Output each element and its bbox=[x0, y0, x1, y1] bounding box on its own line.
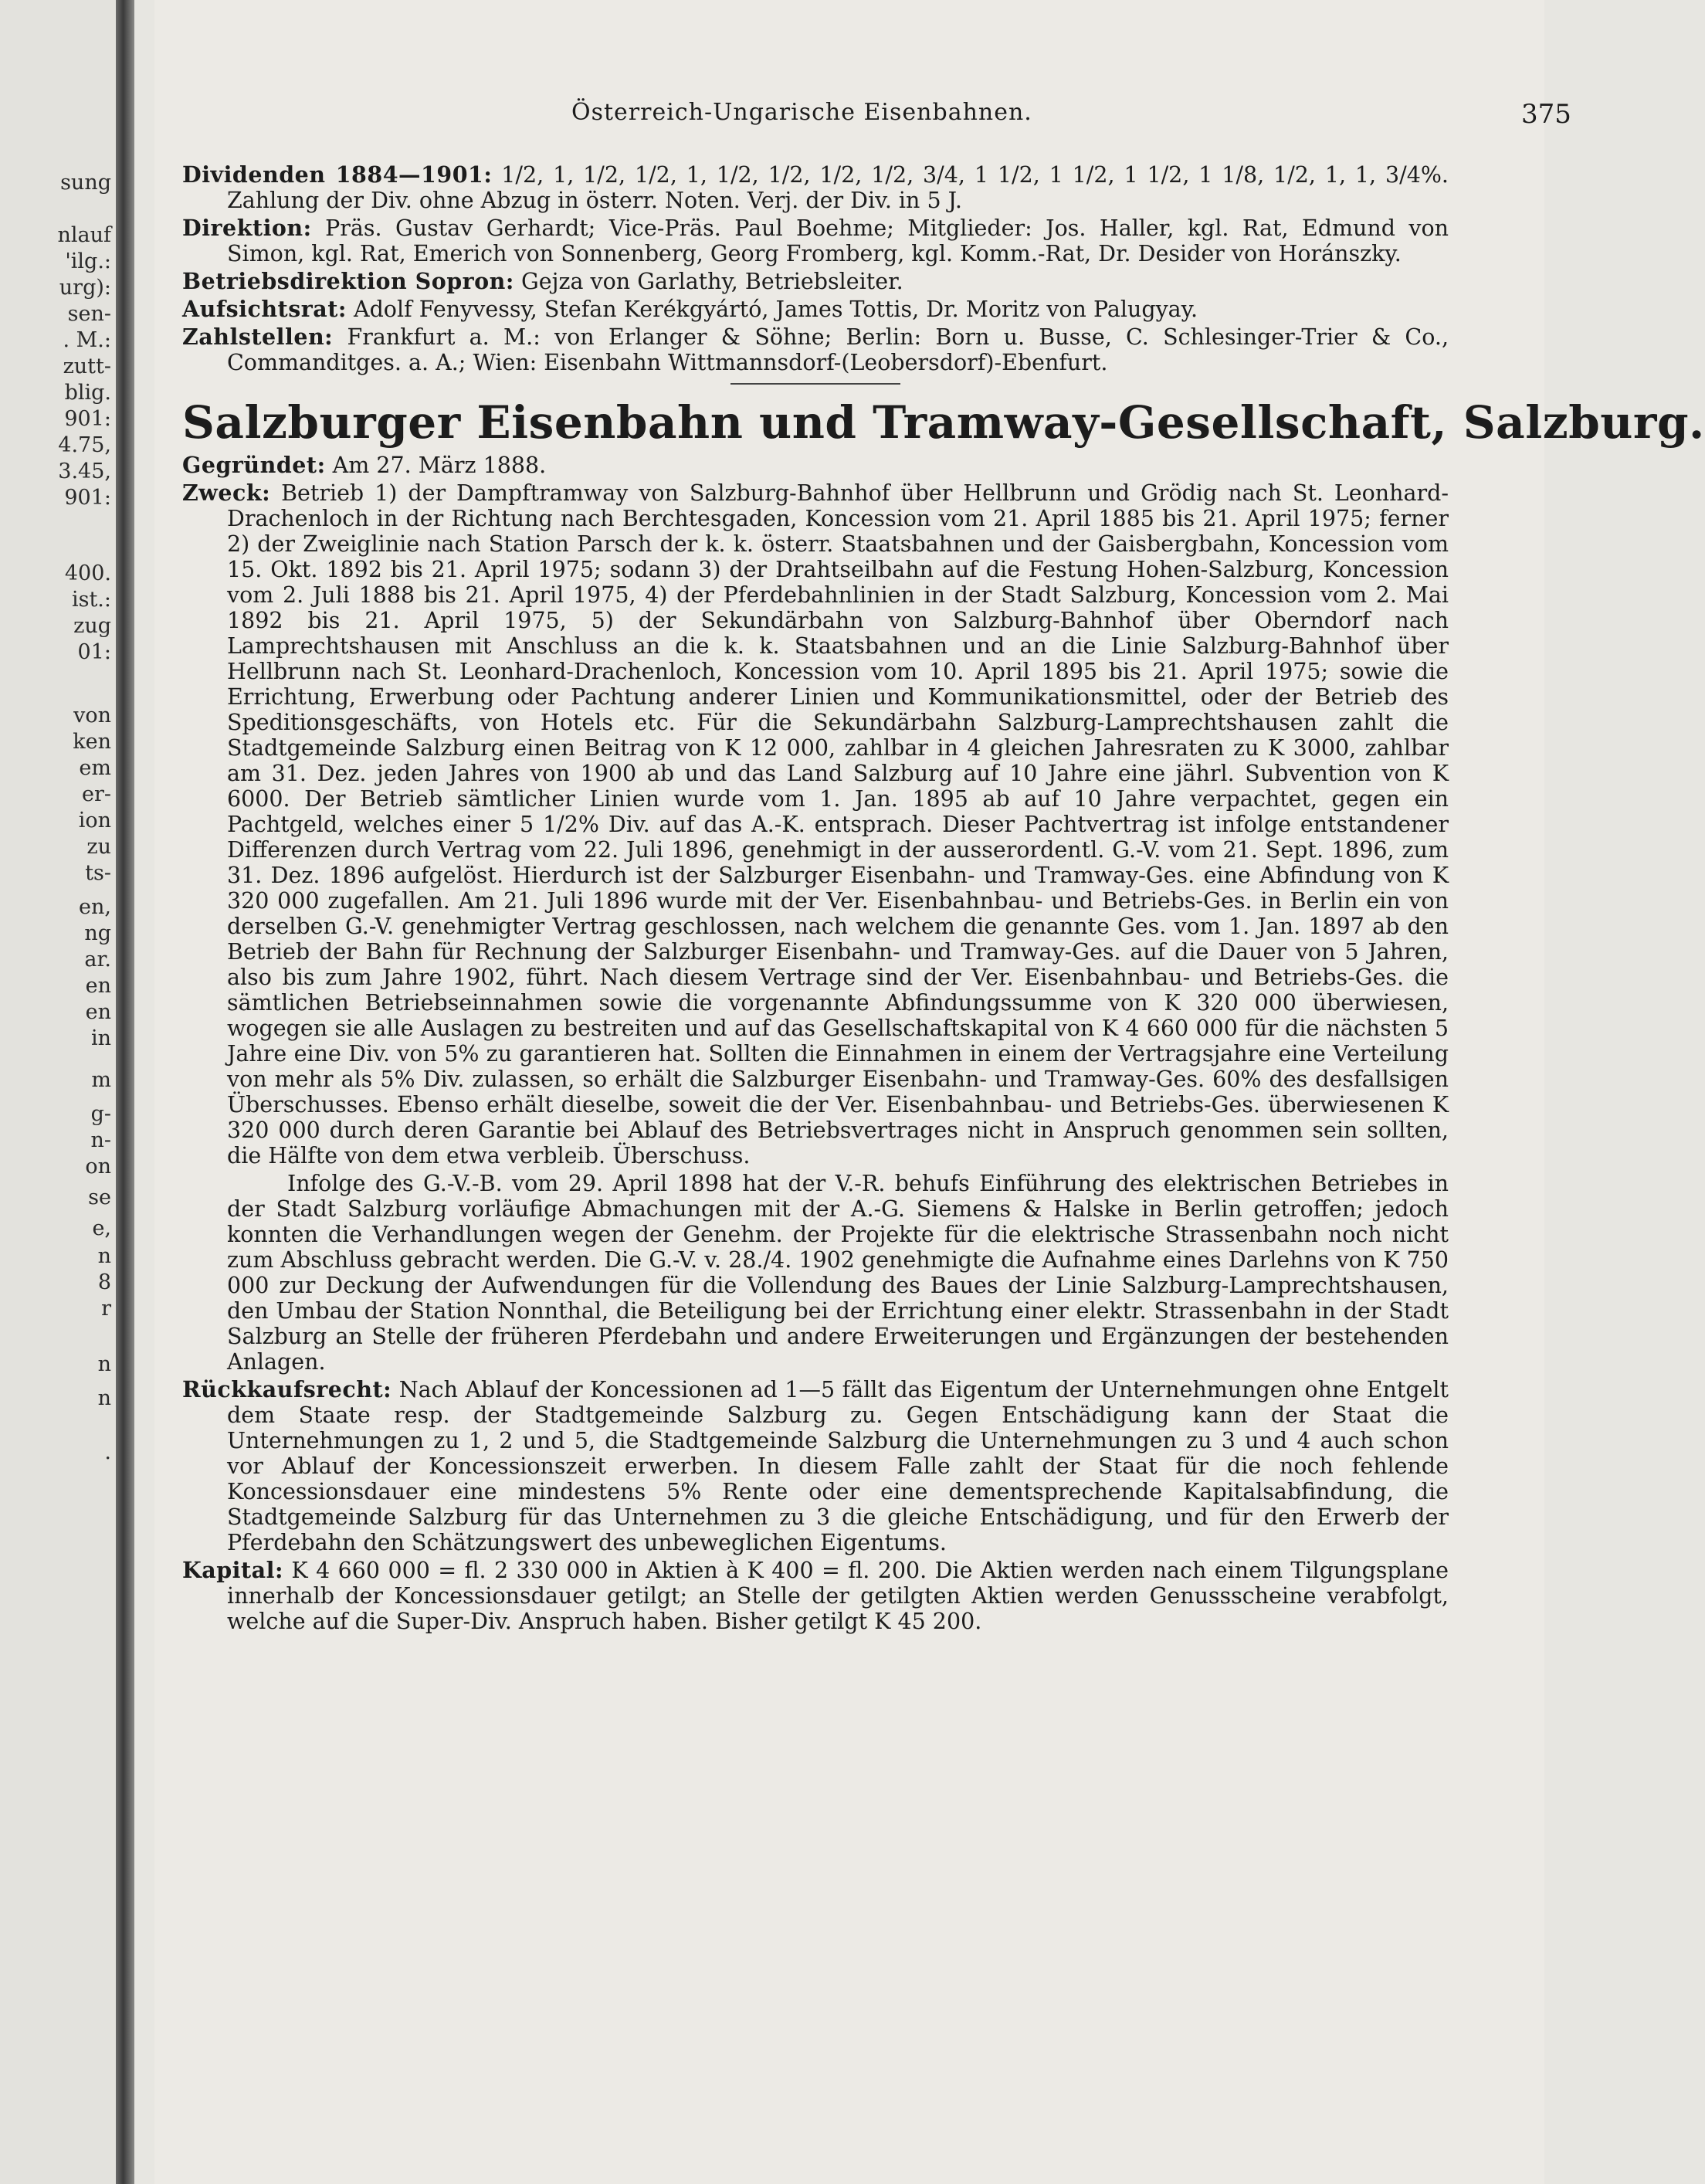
zweck-text: Betrieb 1) der Dampftramway von Salzburg-Bahnhof über Hellbrunn und Grödig nach St. Leonhard-Drachenloch in der Richtung nach Berchtesgaden, Koncession vom 21. April 1885 bis 21. April 1975; ferner 2) der Zweiglinie nach Station Parsch der k. k. österr. Staatsbahnen und der Gaisbergbahn, Koncession vom 15. Okt. 1892 bis 21. April 1975; sodann 3) der Drahtseilbahn auf die Festung Hohen-Salzburg, Koncession vom 2. Juli 1888 bis 21. April 1975, 4) der Pferdebahnlinien in der Stadt Salzburg, Koncession vom 2. Mai 1892 bis 21. April 1975, 5) der Sekundärbahn von Salzburg-Bahnhof über Oberndorf nach Lamprechtshausen mit Anschluss an die k. k. Staatsbahnen und an die Linie Salzburg-Bahnhof über Hellbrunn nach St. Leonhard-Drachenloch, Koncession vom 10. April 1895 bis 21. April 1975; sowie die Errichtung, Erwerbung oder Pachtung anderer Linien und Kommunikationsmittel, oder der Betrieb des Speditionsgeschäfts, von Hotels etc. Für die Sekundärbahn Salzburg-Lamprechtshausen zahlt die Stadtgemeinde Salzburg einen Beitrag von K 12 000, zahlbar in 4 gleichen Jahresraten zu K 3000, zahlbar am 31. Dez. jeden Jahres von 1900 ab und das Land Salzburg auf 10 Jahre eine jährl. Subvention von K 6000. Der Betrieb sämtlicher Linien wurde vom 1. Jan. 1895 ab auf 10 Jahre verpachtet, gegen ein Pachtgeld, welches einer 5 1/2% Div. auf das A.-K. entsprach. Dieser Pachtvertrag ist infolge entstandener Differenzen durch Vertrag vom 22. Juli 1896, genehmigt in der ausserordentl. G.-V. vom 21. Sept. 1896, zum 31. Dez. 1896 aufgelöst. Hierdurch ist der Salzburger Eisenbahn- und Tramway-Ges. eine Abfindung von K 320 000 zugefallen. Am 21. Juli 1896 wurde mit der Ver. Eisenbahnbau- und Betriebs-Ges. in Berlin ein von derselben G.-V. genehmigter Vertrag geschlossen, nach welchem die genannte Ges. vom 1. Jan. 1897 ab den Betrieb der Bahn für Rechnung der Salzburger Eisenbahn- und Tramway-Ges. auf die Dauer von 5 Jahren, also bis zum Jahre 1902, führt. Nach diesem Vertrage sind der Ver. Eisenbahnbau- und Betriebs-Ges. die sämtlichen Betriebseinnahmen sowie die vorgenannte Abfindungssumme von K 320 000 überwiesen, wogegen sie alle Auslagen zu bestreiten und auf das Gesellschaftskapital von K 4 660 000 für die nächsten 5 Jahre eine Div. von 5% zu garantieren hat. Sollten die Einnahmen in einem der Vertragsjahre eine Verteilung von mehr als 5% Div. zulassen, so erhält die Salzburger Eisenbahn- und Tramway-Ges. 60% des desfallsigen Überschusses. Ebenso erhält dieselbe, soweit die der Ver. Eisenbahnbau- und Betriebs-Ges. überwiesenen K 320 000 durch deren Garantie bei Ablauf des Betriebsvertrages nicht in Anspruch genommen sein sollten, die Hälfte von dem etwa verbleib. Überschuss. bbox=[227, 480, 1449, 1168]
entry-title: Salzburger Eisenbahn und Tramway-Gesellschaft, Salzburg. bbox=[182, 396, 1705, 449]
kapital-text: K 4 660 000 = fl. 2 330 000 in Aktien à K 400 = fl. 200. Die Aktien werden nach einem Tilgungsplane innerhalb der Koncessionsdauer getilgt; an Stelle der getilgten Aktien werden Genussscheine verabfolgt, welche auf die Super-Div. Anspruch haben. Bisher getilgt K 45 200. bbox=[227, 1558, 1449, 1634]
left-fragment: urg): bbox=[59, 276, 111, 300]
direktion-label: Direktion: bbox=[182, 215, 312, 241]
section-separator bbox=[730, 383, 900, 385]
left-fragment: nlauf bbox=[57, 223, 111, 247]
zahlstellen-label: Zahlstellen: bbox=[182, 324, 334, 350]
direktion-text: Präs. Gustav Gerhardt; Vice-Präs. Paul Boehme; Mitglieder: Jos. Haller, kgl. Rat, Edmund von Simon, kgl. Rat, Emerich von Sonnenberg, Georg Fromberg, kgl. Komm.-Rat, Dr. Desider von Horánszky. bbox=[227, 215, 1449, 266]
kapital-paragraph bbox=[182, 1558, 1449, 1634]
left-fragment: en, bbox=[79, 895, 111, 919]
left-fragment: n- bbox=[90, 1128, 111, 1152]
kapital-label: Kapital: bbox=[182, 1557, 283, 1583]
aufsichtsrat-label: Aufsichtsrat: bbox=[182, 296, 347, 322]
left-fragment: 901: bbox=[64, 407, 111, 431]
zahlstellen-paragraph bbox=[182, 324, 1449, 375]
left-fragment: zu bbox=[86, 835, 111, 859]
left-fragment: blig. bbox=[64, 381, 111, 405]
left-fragment: . M.: bbox=[63, 328, 111, 352]
rueckkaufsrecht-paragraph bbox=[182, 1377, 1449, 1555]
left-fragment: 4.75, bbox=[58, 433, 111, 457]
left-fragment: ng bbox=[84, 921, 111, 945]
left-fragment: 'ilg.: bbox=[65, 249, 111, 273]
left-fragment: ist.: bbox=[71, 588, 111, 612]
left-fragment: g- bbox=[90, 1102, 111, 1126]
zahlstellen-text: Frankfurt a. M.: von Erlanger & Söhne; Berlin: Born u. Busse, C. Schlesinger-Trier & Co., Commanditges. a. A.; Wien: Eisenbahn Wittmannsdorf-(Leobersdorf)-Ebenfurt. bbox=[227, 324, 1449, 375]
betriebsdirektion-paragraph bbox=[182, 269, 1449, 294]
zweck-paragraph bbox=[182, 480, 1449, 1168]
left-fragment: 01: bbox=[77, 640, 111, 664]
left-fragment: in bbox=[90, 1026, 111, 1050]
betriebsdirektion-text: Gejza von Garlathy, Betriebsleiter. bbox=[520, 269, 903, 294]
left-fragment: 901: bbox=[64, 486, 111, 510]
book-gutter bbox=[116, 0, 134, 2184]
dividenden-text: 1/2, 1, 1/2, 1/2, 1, 1/2, 1/2, 1/2, 1/2, 3/4, 1 1/2, 1 1/2, 1 1/2, 1 1/8, 1/2, 1, 1, 3/4%. Zahlung der Div. ohne Abzug in österr. Noten. Verj. der Div. in 5 J. bbox=[227, 162, 1449, 213]
left-fragment: ken bbox=[73, 730, 111, 754]
aufsichtsrat-paragraph bbox=[182, 297, 1449, 322]
left-fragment: n bbox=[97, 1244, 111, 1268]
left-fragment: en bbox=[85, 1000, 111, 1024]
gegruendet-text: Am 27. März 1888. bbox=[332, 453, 547, 478]
left-fragment: zutt- bbox=[63, 354, 111, 378]
gegruendet-paragraph bbox=[182, 453, 1449, 478]
book-page bbox=[154, 0, 1705, 2184]
left-fragment: ion bbox=[78, 809, 111, 833]
left-fragment: er- bbox=[81, 782, 111, 806]
left-fragment: r bbox=[101, 1297, 111, 1321]
left-fragment: 3.45, bbox=[58, 460, 111, 483]
zweck-label: Zweck: bbox=[182, 480, 271, 506]
running-title: Österreich-Ungarische Eisenbahnen. bbox=[571, 99, 1032, 126]
left-fragment: em bbox=[79, 756, 111, 780]
left-fragment: von bbox=[73, 704, 111, 727]
left-fragment: ts- bbox=[85, 861, 111, 885]
left-fragment: 8 bbox=[97, 1270, 111, 1294]
left-fragment: on bbox=[85, 1155, 111, 1178]
left-fragment: sen- bbox=[67, 302, 111, 326]
previous-page-edge bbox=[0, 0, 116, 2184]
left-fragment: zug bbox=[73, 614, 111, 638]
page-content bbox=[182, 161, 1705, 1636]
aufsichtsrat-text: Adolf Fenyvessy, Stefan Kerékgyártó, James Tottis, Dr. Moritz von Palugyay. bbox=[353, 297, 1198, 322]
left-fragment: n bbox=[97, 1386, 111, 1410]
direktion-paragraph bbox=[182, 215, 1449, 266]
page-number: 375 bbox=[1521, 99, 1571, 130]
dividenden-label: Dividenden 1884—1901: bbox=[182, 161, 493, 188]
left-fragment: 400. bbox=[64, 561, 111, 585]
zweck-continuation: Infolge des G.-V.-B. vom 29. April 1898 hat der V.-R. behufs Einführung des elektrischen Betriebes in der Stadt Salzburg vorläufige Abmachungen mit der A.-G. Siemens & Halske in Berlin getroffen; jedoch konnten die Verhandlungen wegen der Genehm. der Projekte für die elektrische Strassenbahn noch nicht zum Abschluss gebracht werden. Die G.-V. v. 28./4. 1902 genehmigte die Aufnahme eines Darlehns von K 750 000 zur Deckung der Aufwendungen für die Vollendung des Baues der Linie Salzburg-Lamprechtshausen, den Umbau der Station Nonnthal, die Beteiligung bei der Errichtung einer elektr. Strassenbahn in der Stadt Salzburg an Stelle der früheren Pferdebahn und andere Erweiterungen und Ergänzungen der bestehenden Anlagen. bbox=[227, 1171, 1449, 1375]
left-fragment: e, bbox=[92, 1216, 111, 1240]
gegruendet-label: Gegründet: bbox=[182, 452, 326, 478]
left-fragment: n bbox=[97, 1352, 111, 1376]
rueckkaufsrecht-label: Rückkaufsrecht: bbox=[182, 1376, 392, 1402]
left-fragment: m bbox=[91, 1068, 111, 1092]
left-fragment: en bbox=[85, 974, 111, 998]
left-fragment: se bbox=[88, 1185, 111, 1209]
left-fragment: ar. bbox=[84, 948, 111, 972]
left-fragment: . bbox=[104, 1440, 111, 1464]
left-fragment: sung bbox=[60, 171, 111, 195]
rueckkaufsrecht-text: Nach Ablauf der Koncessionen ad 1—5 fällt das Eigentum der Unternehmungen ohne Entgelt dem Staate resp. der Stadtgemeinde Salzburg zu. Gegen Entschädigung kann der Staat die Unternehmungen zu 1, 2 und 5, die Stadtgemeinde Salzburg die Unternehmungen zu 3 und 4 auch schon vor Ablauf der Koncessionszeit erwerben. In diesem Falle zahlt der Staat für die noch fehlende Koncessionsdauer eine mindestens 5% Rente oder eine dementsprechende Kapitalsabfindung, die Stadtgemeinde Salzburg für das Unternehmen zu 3 die gleiche Entschädigung, und für den Erwerb der Pferdebahn den Schätzungswert des unbeweglichen Eigentums. bbox=[227, 1377, 1449, 1555]
betriebsdirektion-label: Betriebsdirektion Sopron: bbox=[182, 268, 514, 294]
dividenden-paragraph bbox=[182, 162, 1449, 213]
